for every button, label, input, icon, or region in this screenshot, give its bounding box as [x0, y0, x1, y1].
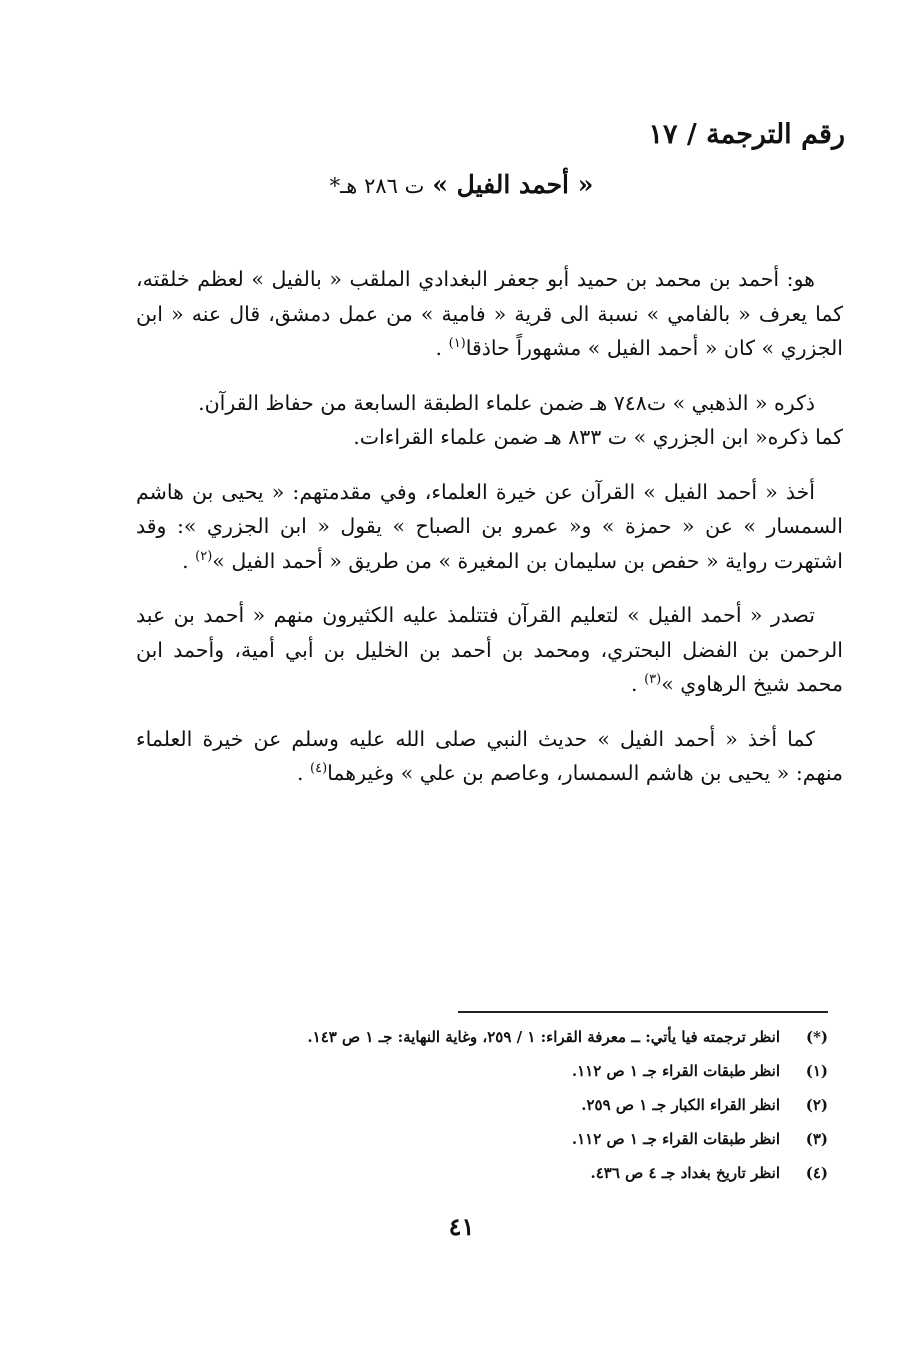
paragraph-text: هو: أحمد بن محمد بن حميد أبو جعفر البغدادي الملقب « بالفيل » لعظم خلقته، كما يعرف « بالفامي » نسبة الى قرية « فامية » من عمل دمشق، قال عنه « ابن الجزري » كان « أحمد الفيل » مشهوراً حاذقا: [136, 267, 843, 360]
paragraph-dhahabi: [136, 386, 843, 421]
paragraph-ibn-jazari: [136, 420, 843, 455]
body-text: [136, 262, 843, 811]
paragraph-end: .: [182, 548, 189, 573]
footnote-number: (*): [805, 1028, 828, 1046]
footnote-number: (٤): [805, 1164, 828, 1182]
footnote-item: [240, 1156, 828, 1190]
paragraph-biography: [136, 262, 843, 366]
footnote-item: [240, 1088, 828, 1122]
paragraph-end: .: [296, 761, 304, 785]
paragraph-text: تصدر « أحمد الفيل » لتعليم القرآن فتتلمذ عليه الكثيرون منهم « أحمد بن عبد الرحمن بن الفضل البحتري، ومحمد بن أحمد بن الخليل بن أبي أمية، وأحمد ابن محمد شيخ الرهاوي »: [136, 603, 843, 696]
footnote-text: انظر ترجمته فيا يأتي: ــ معرفة القراء: ١ / ٢٥٩، وغاية النهاية: جـ ١ ص ١٤٣.: [307, 1028, 780, 1046]
paragraph-teachers: [136, 475, 843, 579]
paragraph-text: أخذ « أحمد الفيل » القرآن عن خيرة العلماء، وفي مقدمتهم: « يحيى بن هاشم السمسار » عن « حمزة » و« عمرو بن الصباح » يقول « ابن الجزري »: وقد اشتهرت رواية « حفص بن سليمان بن المغيرة » من طريق « أحمد الفيل »: [136, 479, 843, 573]
footnote-text: انظر طبقات القراء جـ ١ ص ١١٢.: [571, 1130, 780, 1148]
page-number: ٤١: [448, 1212, 475, 1241]
footnote-text: انظر طبقات القراء جـ ١ ص ١١٢.: [571, 1062, 780, 1080]
footnote-item: [240, 1054, 828, 1088]
paragraph-text: ذكره « الذهبي » ت٧٤٨ هـ ضمن علماء الطبقة السابعة من حفاظ القرآن.: [198, 390, 815, 415]
footnote-divider: [458, 1011, 828, 1013]
footnote-item: [240, 1020, 828, 1054]
footnotes-list: [240, 1020, 828, 1190]
entry-title-name: « أحمد الفيل »: [432, 170, 594, 199]
footnote-text: انظر تاريخ بغداد جـ ٤ ص ٤٣٦.: [590, 1164, 780, 1182]
footnote-ref: (١): [448, 336, 466, 352]
footnote-number: (٣): [805, 1130, 828, 1148]
paragraph-text: كما أخذ « أحمد الفيل » حديث النبي صلى الله عليه وسلم عن خيرة العلماء منهم: « يحيى بن هاشم السمسار، وعاصم بن علي » وغيرهما: [136, 726, 843, 785]
footnote-number: (١): [805, 1062, 828, 1080]
entry-title: [0, 162, 923, 209]
footnote-ref: (٣): [644, 672, 662, 688]
paragraph-hadith: [136, 722, 843, 791]
entry-number-heading: رقم الترجمة / ١٧: [648, 119, 845, 150]
paragraph-students: [136, 598, 843, 702]
paragraph-text: كما ذكره« ابن الجزري » ت ٨٣٣ هـ ضمن علماء القراءات.: [353, 425, 843, 449]
footnote-ref: (٢): [195, 548, 213, 564]
footnote-ref: (٤): [310, 761, 328, 777]
paragraph-end: .: [435, 336, 443, 360]
paragraph-end: .: [631, 672, 638, 696]
footnote-number: (٢): [805, 1096, 828, 1114]
footnote-item: [240, 1122, 828, 1156]
entry-title-date: ت ٢٨٦ هـ*: [329, 174, 425, 198]
footnote-text: انظر القراء الكبار جـ ١ ص ٢٥٩.: [581, 1096, 780, 1114]
